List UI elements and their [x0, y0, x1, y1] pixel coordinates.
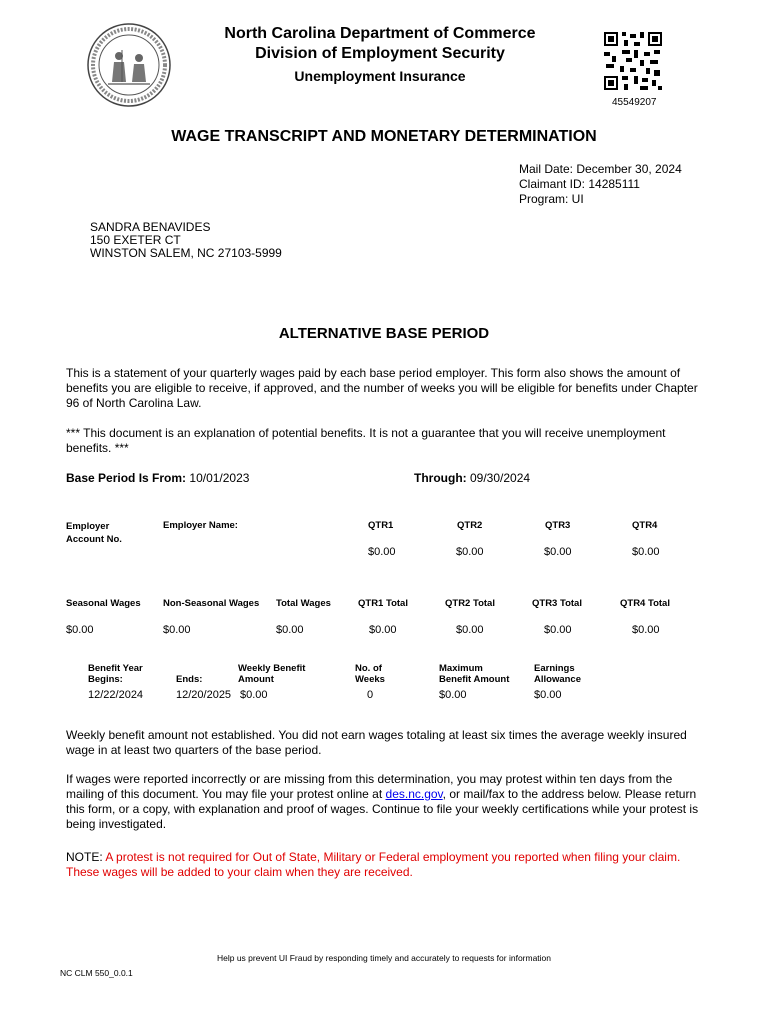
- qr-code: [604, 32, 662, 90]
- address-line-1: 150 EXETER CT: [90, 233, 181, 247]
- total-wages-header: Total Wages: [276, 598, 331, 609]
- weeks-value: 0: [367, 689, 374, 701]
- seasonal-wages-value: $0.00: [66, 624, 94, 636]
- qtr2-total-header: QTR2 Total: [445, 598, 495, 609]
- document-title: WAGE TRANSCRIPT AND MONETARY DETERMINATION: [171, 128, 597, 145]
- mail-info: [519, 162, 682, 207]
- weeks-header: [355, 663, 385, 685]
- protest-text-before: If wages were reported incorrectly or are missing from this determination, you may protest within ten days from the mailing of this document. You may file your protest online at: [66, 772, 673, 801]
- intro-paragraph: This is a statement of your quarterly wages paid by each base period employer. This form also shows the amount of benefits you are eligible to receive, if approved, and the number of weeks you will be eligible for benefits under Chapter 96 of North Carolina Law.: [66, 366, 698, 410]
- wba-label-1: Weekly Benefit: [238, 663, 306, 674]
- earnings-allowance-header: [534, 663, 581, 685]
- qtr1-total-header: QTR1 Total: [358, 598, 408, 609]
- seasonal-wages-header: Seasonal Wages: [66, 598, 141, 609]
- max-label-1: Maximum: [439, 663, 483, 674]
- disclaimer-paragraph: *** This document is an explanation of potential benefits. It is not a guarantee that you will receive unemployment benefits. ***: [66, 426, 666, 455]
- claimant-name: SANDRA BENAVIDES: [90, 220, 211, 234]
- note-paragraph: [66, 850, 706, 880]
- benefit-year-begins-header: [88, 663, 143, 685]
- benefit-year-ends-header: Ends:: [176, 674, 203, 685]
- nonseasonal-wages-value: $0.00: [163, 624, 191, 636]
- division-name: Division of Employment Security: [255, 45, 505, 62]
- qtr4-header: QTR4: [632, 520, 658, 531]
- agency-name: North Carolina Department of Commerce: [224, 25, 536, 42]
- qtr4-total-value: $0.00: [632, 624, 660, 636]
- qtr2-header: QTR2: [457, 520, 483, 531]
- earn-label-1: Earnings: [534, 663, 575, 674]
- weekly-benefit-header: [238, 663, 305, 685]
- des-website-link[interactable]: des.nc.gov: [385, 787, 443, 801]
- max-label-2: Benefit Amount: [439, 674, 510, 685]
- max-value: $0.00: [439, 689, 467, 701]
- wba-label-2: Amount: [238, 674, 274, 685]
- form-number: NC CLM 550_0.0.1: [60, 968, 133, 978]
- fraud-footer: Help us prevent UI Fraud by responding timely and accurately to requests for information: [216, 953, 552, 963]
- base-period-from-label: Base Period Is From:: [66, 471, 187, 485]
- protest-text-after: , or mail/fax to the address below. Please return this form, or a copy, with explanation and proof of wages. Continue to file your weekly certifications while your protest is being investigated.: [66, 787, 699, 831]
- program: Program: UI: [519, 192, 584, 206]
- employer-account-label-1: Employer: [66, 521, 110, 532]
- max-benefit-header: [439, 663, 509, 685]
- qtr4-value: $0.00: [632, 546, 660, 558]
- address-line-2: WINSTON SALEM, NC 27103-5999: [90, 246, 282, 260]
- qtr3-total-header: QTR3 Total: [532, 598, 582, 609]
- qtr2-value: $0.00: [456, 546, 484, 558]
- qtr3-header: QTR3: [545, 520, 571, 531]
- earn-label-2: Allowance: [534, 674, 581, 685]
- note-label: NOTE:: [66, 850, 106, 864]
- qtr1-total-value: $0.00: [369, 624, 397, 636]
- base-period-through-value: 09/30/2024: [470, 471, 531, 485]
- protest-paragraph: [66, 772, 706, 832]
- qtr1-value: $0.00: [368, 546, 396, 558]
- qr-number: 45549207: [612, 97, 657, 108]
- claimant-address: [90, 221, 282, 260]
- begins-label-2: Begins:: [88, 674, 123, 685]
- begins-label-1: Benefit Year: [88, 663, 143, 674]
- claimant-id: Claimant ID: 14285111: [519, 177, 640, 191]
- wba-value: $0.00: [240, 689, 268, 701]
- mail-date: Mail Date: December 30, 2024: [519, 162, 682, 176]
- section-title: ALTERNATIVE BASE PERIOD: [278, 325, 490, 342]
- qtr2-total-value: $0.00: [456, 624, 484, 636]
- program-title: Unemployment Insurance: [294, 68, 466, 84]
- employer-account-header: [66, 520, 122, 546]
- base-period-through-label: Through:: [414, 471, 467, 485]
- begins-value: 12/22/2024: [88, 689, 144, 701]
- ends-value: 12/20/2025: [176, 689, 232, 701]
- qtr3-value: $0.00: [544, 546, 572, 558]
- qtr4-total-header: QTR4 Total: [620, 598, 670, 609]
- employer-name-header: Employer Name:: [163, 520, 238, 531]
- qtr1-header: QTR1: [368, 520, 394, 531]
- wba-note: Weekly benefit amount not established. You did not earn wages totaling at least six times the average weekly insured wage in at least two quarters of the base period.: [66, 728, 687, 757]
- base-period-from-value: 10/01/2023: [189, 471, 250, 485]
- employer-account-label-2: Account No.: [66, 534, 122, 545]
- earn-value: $0.00: [534, 689, 562, 701]
- note-text: A protest is not required for Out of State, Military or Federal employment you reported when filing your claim. These wages will be added to your claim when they are received.: [66, 850, 681, 879]
- total-wages-value: $0.00: [276, 624, 304, 636]
- qtr3-total-value: $0.00: [544, 624, 572, 636]
- base-period-from: [66, 471, 249, 485]
- weeks-label-2: Weeks: [355, 674, 385, 685]
- weeks-label-1: No. of: [355, 663, 382, 674]
- base-period-through: [414, 471, 530, 485]
- nonseasonal-wages-header: Non-Seasonal Wages: [163, 598, 260, 609]
